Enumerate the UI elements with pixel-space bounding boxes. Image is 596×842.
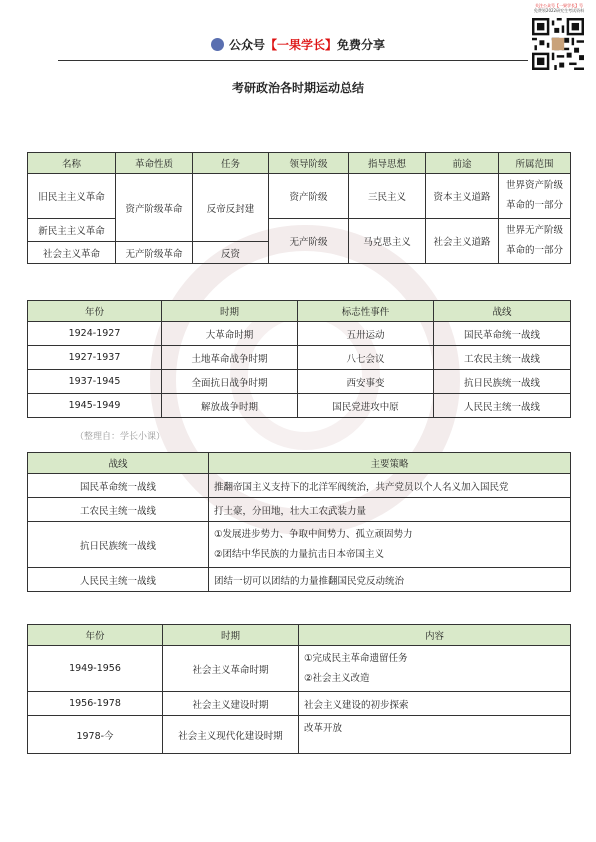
table-cell: 社会主义革命 (28, 242, 116, 264)
table-cell: 社会主义革命时期 (163, 646, 299, 692)
table-cell: 新民主主义革命 (28, 219, 116, 242)
table-row (28, 322, 571, 346)
table1-header: 所属范围 (499, 153, 571, 174)
table4-header: 内容 (299, 625, 571, 646)
table-cell: 人民民主统一战线 (434, 394, 571, 418)
cell-line: 革命的一部分 (505, 245, 563, 256)
table4-header: 时期 (163, 625, 299, 646)
table-cell (499, 219, 571, 264)
cell-line: ②团结中华民族的力量抗击日本帝国主义 (214, 548, 385, 560)
table-cell: 无产阶级 (269, 219, 349, 264)
cell-line: ①发展进步势力、争取中间势力、孤立顽固势力 (214, 528, 413, 540)
table-cell: 1949-1956 (28, 646, 163, 692)
table-cell: 抗日民族统一战线 (434, 370, 571, 394)
header-prefix: 公众号 (228, 38, 265, 52)
table-row (28, 394, 571, 418)
table-cell: 社会主义建设的初步探索 (299, 692, 571, 716)
table-row (28, 346, 571, 370)
cell-line: ①完成民主革命遗留任务 (304, 652, 408, 664)
table-cell (299, 646, 571, 692)
table2-header: 标志性事件 (298, 301, 434, 322)
table1-header: 领导阶级 (269, 153, 349, 174)
table-cell: 马克思主义 (349, 219, 426, 264)
table1-header-row (28, 153, 571, 174)
table-cell: 推翻帝国主义支持下的北洋军阀统治，共产党员以个人名义加入国民党 (209, 474, 571, 498)
table-cell: 人民民主统一战线 (28, 568, 209, 592)
table1-header: 革命性质 (116, 153, 193, 174)
table-cell: 改革开放 (299, 716, 571, 754)
socialism-periods-table (27, 624, 571, 754)
table-cell: 资产阶级 (269, 174, 349, 219)
table-row (28, 716, 571, 754)
table-cell: 反资 (193, 242, 269, 264)
header-banner (0, 36, 596, 53)
table2-header: 时期 (162, 301, 298, 322)
table-cell: 五卅运动 (298, 322, 434, 346)
table-cell: 社会主义现代化建设时期 (163, 716, 299, 754)
table-cell: 西安事变 (298, 370, 434, 394)
table-cell: 1978-今 (28, 716, 163, 754)
table1-header: 名称 (28, 153, 116, 174)
table-cell: 国民党进攻中原 (298, 394, 434, 418)
table-cell: 资产阶级革命 (116, 174, 193, 242)
cell-line: 世界无产阶级 (505, 225, 563, 236)
qr-caption-line2: 免费领2022研究生考试资料 (533, 8, 585, 13)
table-cell: 打土豪，分田地，壮大工农武装力量 (209, 498, 571, 522)
table-cell: 八七会议 (298, 346, 434, 370)
united-front-table (27, 452, 571, 592)
table-cell: 全面抗日战争时期 (162, 370, 298, 394)
table1-header: 前途 (426, 153, 499, 174)
cell-line: ②社会主义改造 (304, 672, 370, 684)
table2-header: 年份 (28, 301, 162, 322)
table-cell: 国民革命统一战线 (28, 474, 209, 498)
table-cell: 反帝反封建 (193, 174, 269, 242)
header-suffix: 免费分享 (337, 38, 386, 52)
table-row (28, 219, 571, 242)
table-row (28, 370, 571, 394)
table-row (28, 692, 571, 716)
table-cell: 抗日民族统一战线 (28, 522, 209, 568)
table2-header: 战线 (434, 301, 571, 322)
table-row (28, 474, 571, 498)
table-cell: 解放战争时期 (162, 394, 298, 418)
table-cell: 社会主义建设时期 (163, 692, 299, 716)
table1-header: 任务 (193, 153, 269, 174)
table-cell: 资本主义道路 (426, 174, 499, 219)
table-cell: 1945-1949 (28, 394, 162, 418)
table4-header-row (28, 625, 571, 646)
table-cell: 土地革命战争时期 (162, 346, 298, 370)
header-brand: 【一果学长】 (264, 38, 337, 52)
periods-table (27, 300, 571, 418)
table-cell: 1927-1937 (28, 346, 162, 370)
revolution-types-table (27, 152, 571, 264)
table-cell: 社会主义道路 (426, 219, 499, 264)
table-cell: 工农民主统一战线 (28, 498, 209, 522)
table3-header: 战线 (28, 453, 209, 474)
table-cell (499, 174, 571, 219)
qr-caption-line1: 关注公众号【一果学长】号 (535, 3, 583, 8)
table1-header: 指导思想 (349, 153, 426, 174)
table-row (28, 498, 571, 522)
table-row (28, 174, 571, 219)
table-row (28, 522, 571, 568)
header-divider (58, 60, 528, 61)
table4-header: 年份 (28, 625, 163, 646)
table-cell: 团结一切可以团结的力量推翻国民党反动统治 (209, 568, 571, 592)
table-cell: 1937-1945 (28, 370, 162, 394)
table-cell: 旧民主主义革命 (28, 174, 116, 219)
page-title: 考研政治各时期运动总结 (231, 81, 364, 95)
table-cell: 国民革命统一战线 (434, 322, 571, 346)
cell-line: 革命的一部分 (505, 200, 563, 211)
table-cell: 无产阶级革命 (116, 242, 193, 264)
table-row (28, 568, 571, 592)
table-cell: 工农民主统一战线 (434, 346, 571, 370)
table-row (28, 646, 571, 692)
qr-caption (522, 3, 596, 13)
table-cell: 1924-1927 (28, 322, 162, 346)
table-cell: 大革命时期 (162, 322, 298, 346)
source-note: （整理自：学长小课） (75, 432, 166, 442)
table3-header: 主要策略 (209, 453, 571, 474)
avatar-icon (211, 38, 224, 51)
table-cell: 1956-1978 (28, 692, 163, 716)
table2-header-row (28, 301, 571, 322)
table-cell (209, 522, 571, 568)
table3-header-row (28, 453, 571, 474)
cell-line: 世界资产阶级 (505, 180, 563, 191)
table-cell: 三民主义 (349, 174, 426, 219)
